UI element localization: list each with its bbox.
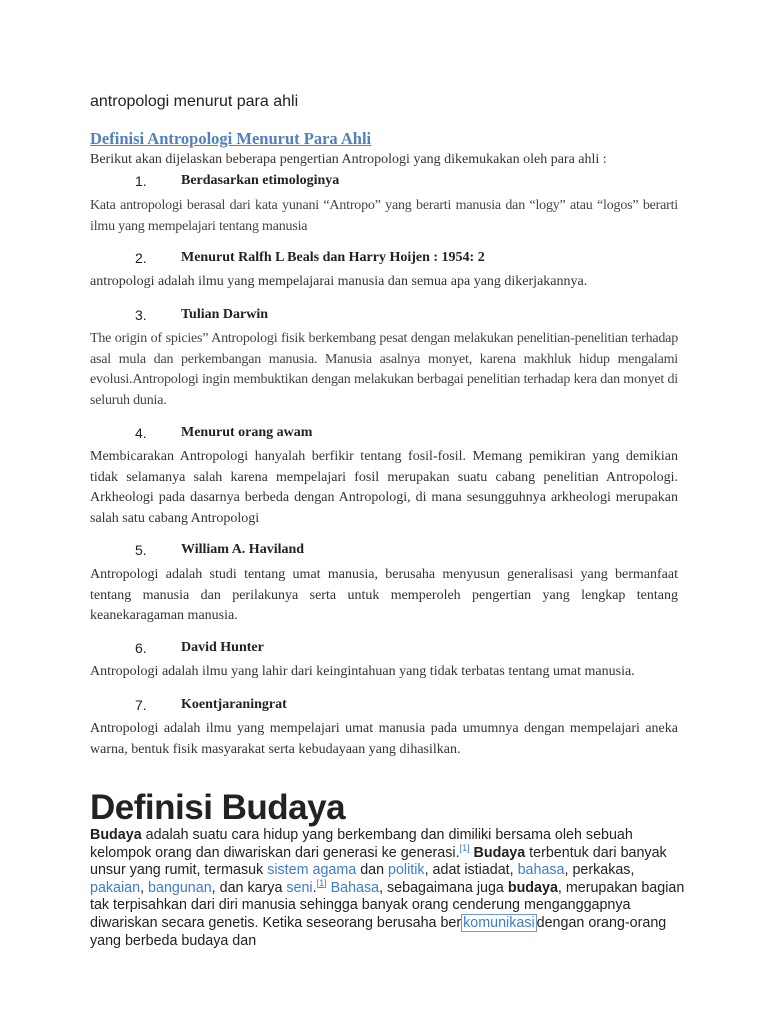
paragraph-text: , dan karya bbox=[211, 879, 287, 896]
list-item-text: Antropologi adalah studi tentang umat manusia, berusaha menyusun generalisasi yang bermanfaat tentang manusia dan perilakunya serta untuk memperoleh pengertian yang lengkap tentang keanekaragaman manusia. bbox=[90, 567, 678, 624]
paragraph-text: dan bbox=[356, 862, 389, 879]
bold-term: budaya bbox=[507, 879, 558, 896]
list-item-title: William A. Haviland bbox=[181, 542, 305, 557]
budaya-heading: Definisi Budaya bbox=[90, 788, 346, 827]
list-item-title: Menurut Ralfh L Beals dan Harry Hoijen : 1954: 2 bbox=[181, 250, 485, 265]
paragraph-text: , bbox=[140, 879, 149, 896]
paragraph-text: dengan orang-orang yang berbeda budaya dan bbox=[90, 914, 667, 949]
link-agama[interactable]: agama bbox=[312, 862, 357, 879]
list-number: 5. bbox=[135, 542, 147, 558]
list-number: 6. bbox=[135, 640, 147, 656]
link-seni[interactable]: seni bbox=[286, 879, 313, 896]
list-item-text: antropologi adalah ilmu yang mempelajarai manusia dan semua apa yang dikerjakannya. bbox=[90, 274, 588, 289]
document-title: antropologi menurut para ahli bbox=[90, 93, 299, 110]
paragraph-text: , perkakas, bbox=[564, 862, 635, 879]
section-heading-link[interactable]: Definisi Antropologi Menurut Para Ahli bbox=[90, 129, 372, 148]
link-komunikasi[interactable]: komunikasi bbox=[463, 914, 535, 931]
link-politik[interactable]: politik bbox=[388, 862, 425, 879]
paragraph-text: terbentuk dari banyak unsur yang rumit, termasuk bbox=[90, 844, 667, 879]
list-item-title: Menurut orang awam bbox=[181, 425, 313, 440]
list-number: 1. bbox=[135, 173, 147, 189]
paragraph-text: . bbox=[312, 879, 317, 896]
list-number: 3. bbox=[135, 307, 147, 323]
budaya-paragraph bbox=[90, 827, 690, 950]
list-item-title: David Hunter bbox=[181, 640, 264, 655]
list-item-text: Membicarakan Antropologi hanyalah berfikir tentang fosil-fosil. Memang pemikiran yang demikian tidak selamanya salah karena mempelajari fosil merupakan suatu cabang penelitian Antropologi. Arkheologi pada dasarnya berbeda dengan Antropologi, di mana sesungguhnya arkheologi merupakan salah satu cabang Antropologi bbox=[90, 449, 678, 527]
paragraph-text: , adat istiadat, bbox=[424, 862, 518, 879]
bold-term: Budaya bbox=[90, 827, 142, 843]
list-item-title: Tulian Darwin bbox=[181, 307, 269, 322]
list-number: 7. bbox=[135, 697, 147, 713]
list-number: 4. bbox=[135, 425, 147, 441]
list-number: 2. bbox=[135, 250, 147, 266]
list-item-text: The origin of spicies” Antropologi fisik berkembang pesat dengan melakukan penelitian-penelitian terhadap asal mula dan perkembangan manusia. Manusia asalnya monyet, karena makhluk hidup mengalami evolusi.Antropologi ingin membuktikan dengan melakukan berbagai penelitian terhadap kera dan monyet di seluruh dunia. bbox=[90, 331, 678, 409]
paragraph-text: , merupakan bagian tak terpisahkan dari diri manusia sehingga banyak orang cenderung menganggapnya diwariskan secara genetis. Ketika seseorang berusaha ber bbox=[90, 879, 685, 931]
list-item-title: Koentjaraningrat bbox=[181, 697, 287, 712]
list-item-text: Antropologi adalah ilmu yang lahir dari keingintahuan yang tidak terbatas tentang umat manusia. bbox=[90, 664, 635, 679]
paragraph-text: adalah suatu cara hidup yang berkembang dan dimiliki bersama oleh sebuah kelompok orang dan diwariskan dari generasi ke generasi. bbox=[90, 827, 633, 861]
list-item-text: Antropologi adalah ilmu yang mempelajari umat manusia pada umumnya dengan mempelajari aneka warna, bentuk fisik masyarakat serta kebudayaan yang dihasilkan. bbox=[90, 721, 678, 757]
citation-link[interactable]: [1] bbox=[459, 842, 470, 853]
paragraph-text: , sebagaimana juga bbox=[379, 879, 508, 896]
link-bahasa-2[interactable]: Bahasa bbox=[326, 879, 380, 896]
link-pakaian[interactable]: pakaian bbox=[90, 879, 141, 896]
citation-link[interactable]: [1] bbox=[316, 878, 327, 889]
link-sistem[interactable]: sistem bbox=[267, 862, 309, 879]
link-bangunan[interactable]: bangunan bbox=[148, 879, 212, 896]
list-item-text: Kata antropologi berasal dari kata yunani “Antropo” yang berarti manusia dan “logy” atau “logos” berarti ilmu yang mempelajari tentang manusia bbox=[90, 198, 678, 234]
bold-term: Budaya bbox=[469, 844, 526, 861]
list-item-title: Berdasarkan etimologinya bbox=[181, 173, 340, 188]
link-bahasa[interactable]: bahasa bbox=[517, 862, 565, 879]
intro-text: Berikut akan dijelaskan beberapa pengertian Antropologi yang dikemukakan oleh para ahli : bbox=[90, 152, 607, 167]
